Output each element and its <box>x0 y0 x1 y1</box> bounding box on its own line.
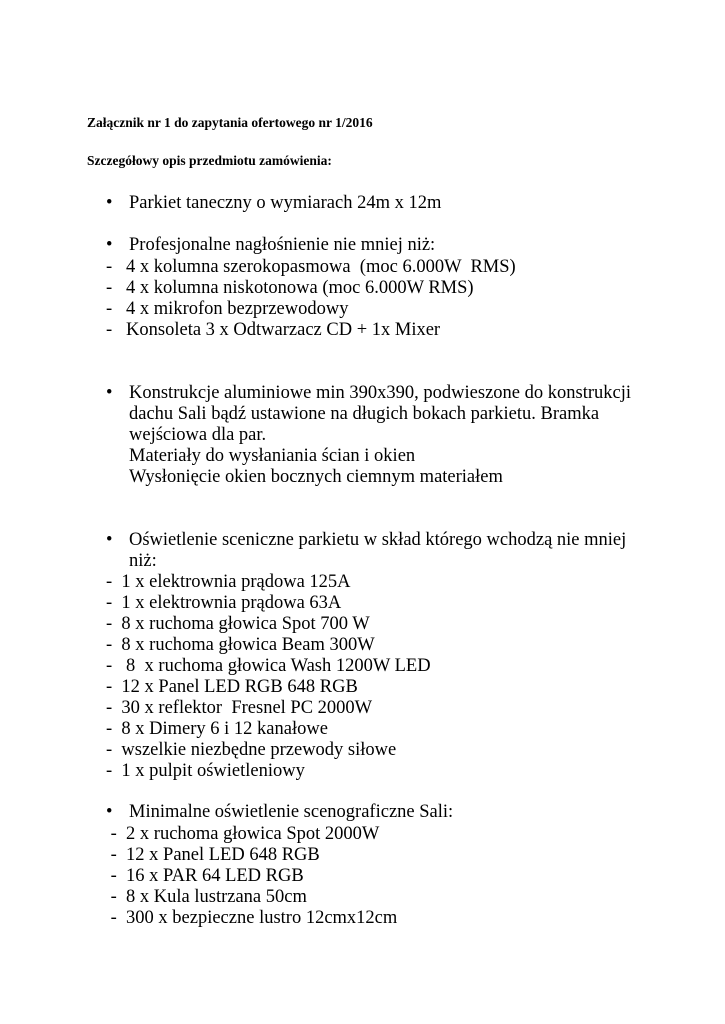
text-line: dachu Sali bądź ustawione na długich bokach parkietu. Bramka <box>129 404 600 424</box>
section-title: Parkiet taneczny o wymiarach 24m x 12m <box>129 193 442 213</box>
list-item: - 12 x Panel LED RGB 648 RGB <box>106 677 358 697</box>
list-item: - 8 x ruchoma głowica Spot 700 W <box>106 614 370 634</box>
text-line: Wysłonięcie okien bocznych ciemnym materiałem <box>129 467 503 487</box>
list-item: - 8 x Kula lustrzana 50cm <box>106 887 307 907</box>
list-item: - 12 x Panel LED 648 RGB <box>106 845 320 865</box>
section-title: Oświetlenie sceniczne parkietu w skład którego wchodzą nie mniej <box>129 530 627 550</box>
list-item: - 2 x ruchoma głowica Spot 2000W <box>106 824 380 844</box>
bullet-icon: • <box>106 530 113 550</box>
list-item: - 1 x pulpit oświetleniowy <box>106 761 305 781</box>
text-line: Materiały do wysłaniania ścian i okien <box>129 446 416 466</box>
text-line: wejściowa dla par. <box>129 425 267 445</box>
section-title-cont: niż: <box>129 551 157 571</box>
description-heading: Szczegółowy opis przedmiotu zamówienia: <box>87 153 332 168</box>
text-line: Konstrukcje aluminiowe min 390x390, podwieszone do konstrukcji <box>129 383 631 403</box>
list-item: - 4 x mikrofon bezprzewodowy <box>106 299 349 319</box>
list-item: - 300 x bezpieczne lustro 12cmx12cm <box>106 908 398 928</box>
list-item: - wszelkie niezbędne przewody siłowe <box>106 740 397 760</box>
list-item: - Konsoleta 3 x Odtwarzacz CD + 1x Mixer <box>106 320 441 340</box>
list-item: - 8 x ruchoma głowica Beam 300W <box>106 635 375 655</box>
list-item: - 4 x kolumna szerokopasmowa (moc 6.000W RMS) <box>106 257 516 277</box>
bullet-icon: • <box>106 235 113 255</box>
list-item: - 8 x Dimery 6 i 12 kanałowe <box>106 719 328 739</box>
list-item: - 30 x reflektor Fresnel PC 2000W <box>106 698 373 718</box>
list-item: - 8 x ruchoma głowica Wash 1200W LED <box>106 656 431 676</box>
list-item: - 4 x kolumna niskotonowa (moc 6.000W RMS) <box>106 278 474 298</box>
section-title: Profesjonalne nagłośnienie nie mniej niż: <box>129 235 436 255</box>
list-item: - 16 x PAR 64 LED RGB <box>106 866 304 886</box>
attachment-heading: Załącznik nr 1 do zapytania ofertowego nr 1/2016 <box>87 115 373 130</box>
list-item: - 1 x elektrownia prądowa 63A <box>106 593 342 613</box>
bullet-icon: • <box>106 802 113 822</box>
bullet-icon: • <box>106 193 113 213</box>
section-title: Minimalne oświetlenie scenograficzne Sali: <box>129 802 454 822</box>
bullet-icon: • <box>106 383 113 403</box>
list-item: - 1 x elektrownia prądowa 125A <box>106 572 351 592</box>
